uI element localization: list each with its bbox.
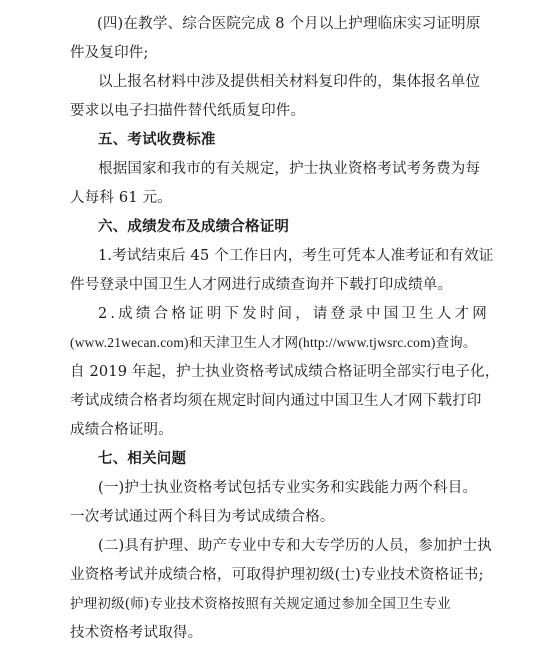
results-item-2-line-1: 2.成绩合格证明下发时间，请登录中国卫生人才网	[98, 306, 490, 322]
results-item-2-line-2: (www.21wecan.com)和天津卫生人才网(http://www.tjwsrc.com)查询。	[70, 335, 477, 350]
results-item-1-line-2: 件号登录中国卫生人才网进行成绩查询并下载打印成绩单。	[70, 277, 453, 293]
section-5-heading: 五、考试收费标准	[98, 132, 216, 148]
issues-item-1-line-1: (一)护士执业资格考试包括专业实务和实践能力两个科目。	[98, 480, 478, 496]
results-item-2-line-4: 考试成绩合格者均须在规定时间内通过中国卫生人才网下载打印	[70, 393, 482, 409]
section-6-heading: 六、成绩发布及成绩合格证明	[98, 219, 290, 235]
paragraph-4-line-1: (四)在教学、综合医院完成 8 个月以上护理临床实习证明原	[97, 16, 481, 32]
fee-paragraph-line-1: 根据国家和我市的有关规定，护士执业资格考试考务费为每	[98, 161, 481, 177]
results-item-2-line-3: 自 2019 年起，护士执业资格考试成绩合格证明全部实行电子化，	[70, 364, 500, 380]
fee-paragraph-line-2: 人每科 61 元。	[70, 190, 172, 206]
materials-note-line-2: 要求以电子扫描件替代纸质复印件。	[70, 103, 306, 119]
issues-item-1-line-2: 一次考试通过两个科目为考试成绩合格。	[70, 509, 335, 525]
issues-item-2-line-3: 护理初级(师)专业技术资格按照有关规定通过参加全国卫生专业	[70, 596, 451, 612]
materials-note-line-1: 以上报名材料中涉及提供相关材料复印件的，集体报名单位	[98, 74, 481, 90]
issues-item-2-line-1: (二)具有护理、助产专业中专和大专学历的人员，参加护士执	[98, 538, 492, 554]
paragraph-4-line-2: 件及复印件;	[70, 45, 149, 61]
issues-item-2-line-4: 技术资格考试取得。	[70, 625, 203, 641]
results-item-2-line-5: 成绩合格证明。	[70, 422, 173, 438]
results-item-1-line-1: 1.考试结束后 45 个工作日内，考生可凭本人准考证和有效证	[98, 248, 494, 264]
section-7-heading: 七、相关问题	[98, 451, 187, 467]
issues-item-2-line-2: 业资格考试并成绩合格，可取得护理初级(士)专业技术资格证书;	[70, 567, 484, 583]
